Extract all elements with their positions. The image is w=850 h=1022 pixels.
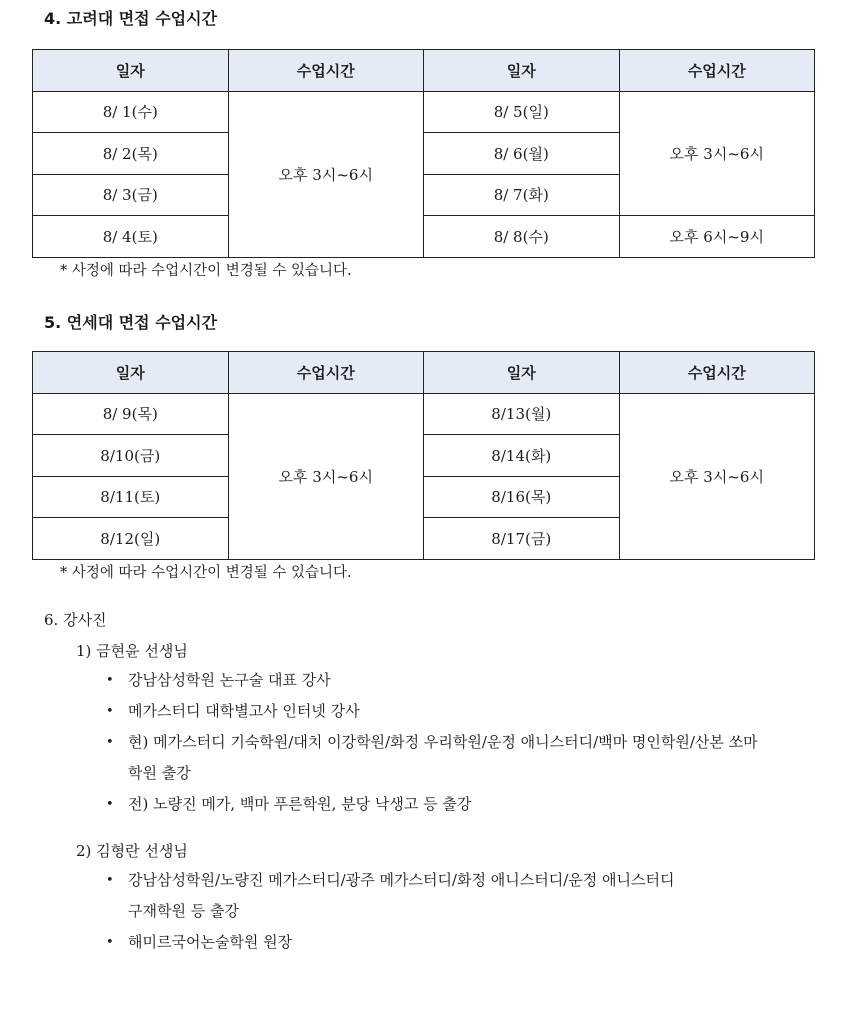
date-cell: 8/ 5(일) (424, 91, 620, 133)
bullet-icon: • (106, 673, 114, 688)
bullet-icon: • (106, 704, 114, 719)
section5-title: 5. 연세대 면접 수업시간 (44, 313, 218, 332)
date-cell: 8/16(목) (424, 476, 620, 518)
date-cell: 8/17(금) (424, 518, 620, 560)
bullet-icon: • (106, 735, 114, 750)
date-cell: 8/ 6(월) (424, 133, 620, 175)
teacher1-name: 1) 금현윤 선생님 (76, 642, 188, 660)
date-cell: 8/12(일) (33, 518, 229, 560)
list-item: • 전) 노량진 메가, 백마 푸른학원, 분당 낙생고 등 출강 (106, 789, 758, 820)
time-cell: 오후 3시~6시 (619, 91, 815, 216)
header-date: 일자 (424, 352, 620, 394)
list-item-continuation: 학원 출강 (128, 764, 191, 782)
list-item: • 강남삼성학원 논구술 대표 강사 (106, 665, 758, 696)
section5-table (32, 351, 815, 560)
header-time: 수업시간 (228, 50, 424, 92)
list-item: • 메가스터디 대학별고사 인터넷 강사 (106, 696, 758, 727)
teacher2-name: 2) 김형란 선생님 (76, 842, 188, 860)
time-cell: 오후 3시~6시 (228, 393, 424, 559)
time-cell: 오후 3시~6시 (619, 393, 815, 559)
section4-note: * 사정에 따라 수업시간이 변경될 수 있습니다. (60, 263, 352, 279)
list-item: • 강남삼성학원/노량진 메가스터디/광주 메가스터디/화정 애니스터디/운정 애니스터디 구재학원 등 출강 (106, 865, 674, 927)
bullet-icon: • (106, 935, 114, 950)
list-item-continuation: 구재학원 등 출강 (128, 902, 239, 920)
date-cell: 8/ 7(화) (424, 174, 620, 216)
date-cell: 8/11(토) (33, 476, 229, 518)
section6-title: 6. 강사진 (44, 611, 107, 629)
header-date: 일자 (33, 50, 229, 92)
date-cell: 8/ 3(금) (33, 174, 229, 216)
teacher2-list (106, 865, 674, 958)
section4-title: 4. 고려대 면접 수업시간 (44, 9, 218, 28)
date-cell: 8/14(화) (424, 435, 620, 477)
header-date: 일자 (424, 50, 620, 92)
date-cell: 8/ 9(목) (33, 393, 229, 435)
teacher1-list (106, 665, 758, 820)
bullet-icon: • (106, 797, 114, 812)
section5-note: * 사정에 따라 수업시간이 변경될 수 있습니다. (60, 565, 352, 581)
header-time: 수업시간 (619, 50, 815, 92)
date-cell: 8/ 2(목) (33, 133, 229, 175)
list-item: • 현) 메가스터디 기숙학원/대치 이강학원/화정 우리학원/운정 애니스터디/백마 명인학원/산본 쏘마 학원 출강 (106, 727, 758, 789)
header-date: 일자 (33, 352, 229, 394)
bullet-icon: • (106, 873, 114, 888)
date-cell: 8/ 1(수) (33, 91, 229, 133)
date-cell: 8/10(금) (33, 435, 229, 477)
section4-table (32, 49, 815, 258)
date-cell: 8/ 8(수) (424, 216, 620, 258)
time-cell: 오후 6시~9시 (619, 216, 815, 258)
list-item: • 해미르국어논술학원 원장 (106, 927, 674, 958)
time-cell: 오후 3시~6시 (228, 91, 424, 257)
header-time: 수업시간 (228, 352, 424, 394)
date-cell: 8/13(월) (424, 393, 620, 435)
header-time: 수업시간 (619, 352, 815, 394)
date-cell: 8/ 4(토) (33, 216, 229, 258)
